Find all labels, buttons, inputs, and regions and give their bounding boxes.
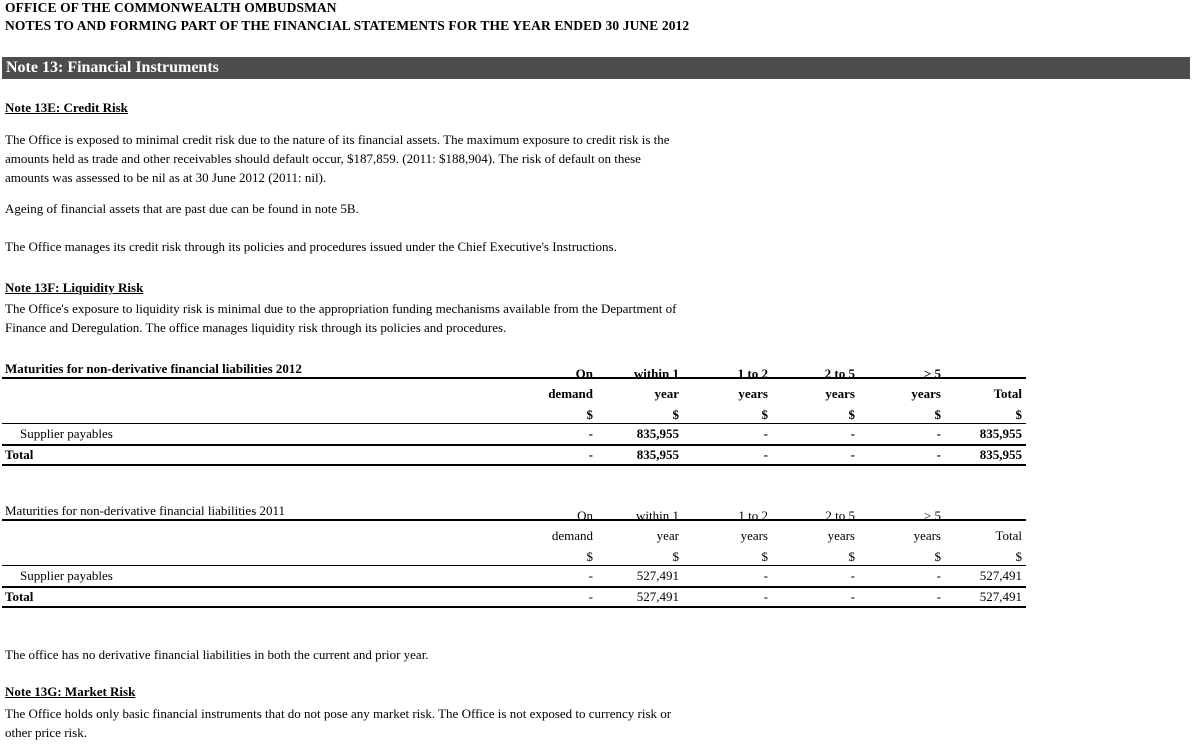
row-value: - (936, 426, 941, 441)
column-header-l2: Total (995, 528, 1022, 543)
column-header-l2: years (911, 386, 941, 401)
total-value: 835,955 (979, 447, 1022, 462)
total-top-rule (2, 586, 1026, 588)
market-risk-heading: Note 13G: Market Risk (5, 684, 136, 699)
column-header-l1: within 1 (633, 366, 679, 381)
total-value: 527,491 (636, 589, 679, 604)
column-header-unit: $ (934, 407, 941, 422)
column-header-unit: $ (848, 407, 855, 422)
row-value: 835,955 (636, 426, 679, 441)
column-header-l1: 1 to 2 (738, 508, 768, 523)
column-header-l1: 2 to 5 (824, 366, 855, 381)
market-risk-paragraph (5, 704, 795, 742)
column-header-l2: demand (551, 528, 593, 543)
total-value: - (936, 589, 941, 604)
total-value: 835,955 (636, 447, 679, 462)
header-line-1: OFFICE OF THE COMMONWEALTH OMBUDSMAN (5, 0, 337, 15)
credit-risk-p1-line-2: amounts held as trade and other receivables should default occur, $187,859. (2011: $188,904). The risk of default on these (5, 151, 641, 166)
row-value: - (763, 568, 768, 583)
total-bottom-rule (2, 464, 1026, 466)
credit-risk-p1-line-3: amounts was assessed to be nil as at 30 June 2012 (2011: nil). (5, 170, 327, 185)
table-title: Maturities for non-derivative financial liabilities 2011 (5, 503, 286, 518)
column-header-l2: years (913, 528, 941, 543)
total-value: - (588, 589, 593, 604)
row-value: - (936, 568, 941, 583)
row-value: 527,491 (979, 568, 1022, 583)
column-header-unit: $ (934, 549, 941, 564)
column-header-l1: On (575, 366, 593, 381)
credit-risk-paragraph-3: The Office manages its credit risk through its policies and procedures issued under the Chief Executive's Instructions. (5, 239, 617, 254)
table-title: Maturities for non-derivative financial liabilities 2012 (5, 361, 302, 376)
column-header-l2: demand (548, 386, 593, 401)
liquidity-risk-heading: Note 13F: Liquidity Risk (5, 280, 144, 295)
column-header-l2: years (825, 386, 855, 401)
total-label: Total (5, 447, 34, 462)
column-header-l1: within 1 (636, 508, 679, 523)
total-value: - (936, 447, 941, 462)
market-risk-line-1: The Office holds only basic financial instruments that do not pose any market risk. The Office is not exposed to currency risk or (5, 706, 672, 721)
column-header-l1: On (577, 508, 593, 523)
column-header-l2: year (656, 528, 679, 543)
total-value: - (850, 447, 855, 462)
column-header-unit: $ (586, 549, 593, 564)
header-rule (2, 423, 1026, 424)
column-header-unit: $ (761, 407, 768, 422)
credit-risk-p1-line-1: The Office is exposed to minimal credit risk due to the nature of its financial assets. The maximum exposure to credit risk is the (5, 132, 670, 147)
column-header-unit: $ (848, 549, 855, 564)
market-risk-line-2: other price risk. (5, 725, 87, 740)
column-header-l1: > 5 (923, 366, 941, 381)
derivative-note: The office has no derivative financial liabilities in both the current and prior year. (5, 647, 429, 662)
column-header-l1: 2 to 5 (825, 508, 855, 523)
total-value: - (588, 447, 593, 462)
row-value: 835,955 (979, 426, 1022, 441)
total-label: Total (5, 589, 34, 604)
note-title: Note 13: Financial Instruments (6, 59, 219, 76)
total-bottom-rule (2, 606, 1026, 608)
column-header-unit: $ (672, 549, 679, 564)
liquidity-risk-paragraph (5, 299, 795, 337)
row-label: Supplier payables (20, 426, 113, 441)
header-rule (2, 565, 1026, 566)
column-header-unit: $ (761, 549, 768, 564)
total-value: - (763, 447, 768, 462)
credit-risk-paragraph-2: Ageing of financial assets that are past due can be found in note 5B. (5, 201, 359, 216)
credit-risk-heading: Note 13E: Credit Risk (5, 100, 128, 115)
column-header-unit: $ (1015, 549, 1022, 564)
column-header-l2: years (827, 528, 855, 543)
column-header-l1: 1 to 2 (737, 366, 768, 381)
liquidity-risk-line-1: The Office's exposure to liquidity risk is minimal due to the appropriation funding mechanisms available from the Department of (5, 301, 677, 316)
column-header-unit: $ (586, 407, 593, 422)
column-header-l2: Total (993, 386, 1022, 401)
total-value: 527,491 (979, 589, 1022, 604)
row-value: 527,491 (636, 568, 679, 583)
note-title-bar (2, 57, 1190, 79)
liquidity-risk-line-2: Finance and Deregulation. The office manages liquidity risk through its policies and procedures. (5, 320, 507, 335)
column-header-l1: > 5 (923, 508, 941, 523)
row-value: - (850, 426, 855, 441)
credit-risk-paragraph-1 (5, 130, 795, 187)
total-value: - (850, 589, 855, 604)
row-value: - (850, 568, 855, 583)
row-value: - (588, 568, 593, 583)
column-header-unit: $ (1015, 407, 1022, 422)
row-label: Supplier payables (20, 568, 113, 583)
header-line-2: NOTES TO AND FORMING PART OF THE FINANCIAL STATEMENTS FOR THE YEAR ENDED 30 JUNE 2012 (5, 18, 690, 33)
column-header-unit: $ (672, 407, 679, 422)
column-header-l2: year (654, 386, 679, 401)
row-value: - (763, 426, 768, 441)
column-header-l2: years (740, 528, 768, 543)
column-header-l2: years (738, 386, 768, 401)
row-value: - (588, 426, 593, 441)
total-value: - (763, 589, 768, 604)
total-top-rule (2, 444, 1026, 446)
